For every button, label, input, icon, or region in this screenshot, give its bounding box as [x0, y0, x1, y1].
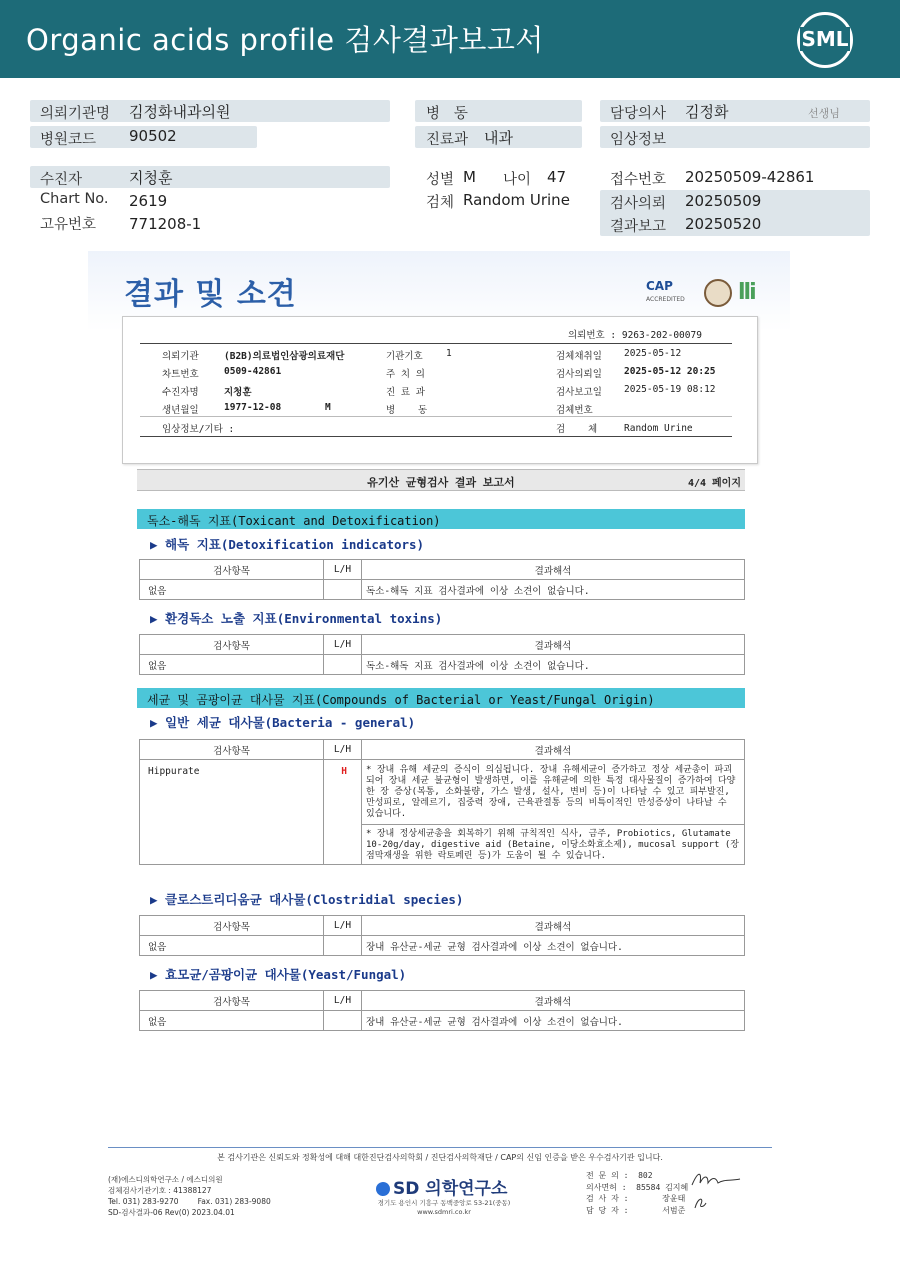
lab-contact — [108, 1174, 271, 1218]
tester-line: 검 사 자 : 장윤태 — [586, 1194, 686, 1203]
spec-value: Random Urine — [624, 423, 693, 434]
col-item: 검사항목 — [140, 916, 324, 936]
website: www.sdmri.co.kr — [417, 1208, 471, 1216]
report-label: 결과보고 — [610, 219, 667, 235]
section-toxicant-label: 독소-해독 지표(Toxicant and Detoxification) — [147, 514, 441, 528]
name-label: 수진자명 — [162, 387, 199, 398]
section-toxicant — [137, 509, 745, 529]
age-label: 나이 — [503, 172, 532, 188]
doc-revision: SD-검사결과-06 Rev(0) 2023.04.01 — [108, 1208, 235, 1217]
specialist-line: 전 문 의 : 802 — [586, 1171, 653, 1180]
sd-brand-logo — [376, 1174, 507, 1199]
ward-label: 병 동 — [426, 106, 468, 122]
interp-cell — [362, 760, 745, 865]
interp-paragraph-1: * 장내 유해 세균의 증식이 의심됩니다. 장내 유해세균이 증가하고 정상 세균총이 파괴되어 장내 세균 불균형이 발생하면, 이를 유해균에 의한 특정 대사물질이 증가하여 다양한 장 증상(복통, 소화불량, 가스 발생, 설사, 변비 등)이 나타날 수 있고 피부발진, 만성피로, 알레르기, 집중력 장애, 근육관절통 등의 비특이적인 만성증상이 나타날 수 있습니다. — [366, 765, 736, 819]
patient-label: 수진자 — [40, 172, 83, 188]
high-flag: H — [324, 760, 362, 865]
license-line: 의사면허 : 85584 김지혜 — [586, 1182, 689, 1192]
specimen-value: Random Urine — [463, 191, 570, 209]
hospital-code-label: 병원코드 — [40, 132, 97, 148]
sex-value-inner: M — [325, 402, 331, 413]
col-lh: L/H — [324, 635, 362, 655]
signature-small-icon — [692, 1195, 708, 1211]
page-indicator: 4/4 페이지 — [687, 478, 741, 489]
inst-label: 의뢰기관 — [162, 351, 199, 362]
sd-brand-name: SD 의학연구소 — [393, 1179, 508, 1199]
signature-icon — [690, 1169, 742, 1189]
section-bacterial — [137, 688, 745, 708]
code-label: 기관기호 — [386, 351, 423, 362]
subsection-detox: ▶ 해독 지표(Detoxification indicators) — [150, 537, 425, 552]
lh-cell — [324, 580, 362, 600]
lh-cell — [324, 655, 362, 675]
table-row — [140, 580, 745, 600]
dept-value: 내과 — [484, 129, 513, 147]
receipt-label: 접수번호 — [610, 172, 667, 188]
sex-value: M — [463, 168, 476, 186]
inst-value: (B2B)의료법인삼광의료재단 — [224, 351, 345, 362]
sex-label: 성별 — [426, 172, 455, 188]
doctor-label: 담당의사 — [610, 106, 667, 122]
uid-value: 771208-1 — [129, 215, 202, 233]
request-value: 20250509 — [685, 192, 762, 210]
interp-paragraph-2: * 장내 정상세균총을 회복하기 위해 규칙적인 식사, 금주, Probiotics, Glutamate 10-20g/day, digestive aid (Betaine, 이당소화효소제), mucosal support (장점막재생을 위한 락토페린 등)가 도움이 될 수 있습니다. — [366, 829, 739, 861]
subsection-bacteria: ▶ 일반 세균 대사물(Bacteria - general) — [150, 715, 416, 730]
patient-row-bg — [30, 166, 390, 188]
clostridial-table — [139, 915, 745, 956]
section-bacterial-label: 세균 및 곰팡이균 대사물 지표(Compounds of Bacterial or Yeast/Fungal Origin) — [147, 693, 655, 707]
col-item: 검사항목 — [140, 635, 324, 655]
col-interp: 결과해석 — [362, 740, 745, 760]
cap-logo-subtext: ACCREDITED — [646, 296, 685, 303]
footer-rule — [108, 1147, 772, 1148]
sd-address — [376, 1199, 512, 1217]
env-table — [139, 634, 745, 675]
lab-name: (재)에스디의학연구소 / 에스디의원 — [108, 1175, 223, 1184]
req-date-label: 검사의뢰일 — [556, 369, 602, 380]
item-cell: 없음 — [140, 655, 324, 675]
col-item: 검사항목 — [140, 991, 324, 1011]
report-title-bar — [137, 469, 745, 491]
table-row — [140, 936, 745, 956]
clinical-info-label: 임상정보 — [610, 132, 667, 148]
specimen-no-label: 검체번호 — [556, 405, 593, 416]
lh-cell — [324, 1011, 362, 1031]
subsection-clostridial: ▶ 클로스트리디움균 대사물(Clostridial species) — [150, 892, 464, 907]
item-cell: 없음 — [140, 580, 324, 600]
col-interp: 결과해석 — [362, 916, 745, 936]
request-number: 의뢰번호 : 9263-202-00079 — [568, 330, 702, 341]
table-row — [140, 760, 745, 865]
lab-code: 검체검사기관기호 : 41388127 — [108, 1186, 212, 1195]
specimen-label: 검체 — [426, 195, 455, 211]
chart-value: 2619 — [129, 192, 168, 210]
manager-line: 담 당 자 : 서범준 — [586, 1205, 686, 1215]
lli-logo: lli — [738, 280, 755, 305]
clin-label: 임상정보/기타 : — [162, 424, 235, 435]
age-value: 47 — [547, 168, 567, 186]
item-cell: 없음 — [140, 936, 324, 956]
col-item: 검사항목 — [140, 560, 324, 580]
rep-date-value: 2025-05-19 08:12 — [624, 384, 716, 395]
report-value: 20250520 — [685, 215, 762, 233]
address-line: 경기도 용인시 기흥구 동백중앙로 53-21(중동) — [377, 1199, 511, 1207]
signatories — [586, 1170, 688, 1216]
table-row — [140, 1011, 745, 1031]
sd-logo-icon — [376, 1182, 390, 1196]
col-lh: L/H — [324, 560, 362, 580]
item-cell: Hippurate — [140, 760, 324, 865]
interp-cell: 장내 유산균-세균 균형 검사결과에 이상 소견이 없습니다. — [362, 936, 745, 956]
dob-label: 생년월일 — [162, 405, 199, 416]
patient-value: 지청훈 — [129, 169, 173, 187]
doctor-value: 김정화 — [685, 103, 729, 121]
chart-no-label: 차트번호 — [162, 369, 199, 380]
department-label: 진 료 과 — [386, 387, 425, 398]
institution-value: 김정화내과의원 — [129, 103, 231, 121]
subsection-yeast: ▶ 효모균/곰팡이균 대사물(Yeast/Fungal) — [150, 967, 407, 982]
doctor-suffix: 선생님 — [808, 107, 840, 120]
report-title: 유기산 균형검사 결과 보고서 — [367, 476, 515, 489]
subsection-env: ▶ 환경독소 노출 지표(Environmental toxins) — [150, 611, 443, 626]
col-lh: L/H — [324, 991, 362, 1011]
header-bar — [0, 0, 900, 78]
receipt-value: 20250509-42861 — [685, 168, 815, 186]
name-value: 지청훈 — [224, 387, 252, 398]
ward-label-inner: 병 동 — [386, 405, 428, 416]
request-label: 검사의뢰 — [610, 196, 667, 212]
doctor-in-charge-label: 주 치 의 — [386, 369, 425, 380]
spec-label: 검 체 — [556, 424, 598, 435]
col-lh: L/H — [324, 916, 362, 936]
rep-date-label: 검사보고일 — [556, 387, 602, 398]
chart-label: Chart No. — [40, 191, 109, 207]
yeast-table — [139, 990, 745, 1031]
interp-cell: 독소-해독 지표 검사결과에 이상 소견이 없습니다. — [362, 580, 745, 600]
req-date-value: 2025-05-12 20:25 — [624, 366, 716, 377]
item-cell: 없음 — [140, 1011, 324, 1031]
page-title: Organic acids profile 검사결과보고서 — [26, 23, 544, 57]
detox-table — [139, 559, 745, 600]
accreditation-note: 본 검사기관은 신뢰도와 정확성에 대해 대한진단검사의학회 / 진단검사의학재단 / CAP의 신임 인증을 받은 우수검사기관 입니다. — [217, 1153, 663, 1162]
code-value: 1 — [446, 348, 452, 359]
lh-cell — [324, 936, 362, 956]
info-top-rule — [140, 343, 732, 344]
bacteria-table — [139, 739, 745, 865]
col-item: 검사항목 — [140, 740, 324, 760]
dob-value: 1977-12-08 — [224, 402, 282, 413]
interp-cell: 독소-해독 지표 검사결과에 이상 소견이 없습니다. — [362, 655, 745, 675]
col-interp: 결과해석 — [362, 635, 745, 655]
seal-icon — [704, 279, 732, 307]
cap-accredited-logo — [646, 281, 685, 305]
col-interp: 결과해석 — [362, 560, 745, 580]
interp-divider — [362, 824, 744, 825]
institution-label: 의뢰기관명 — [40, 106, 111, 122]
uid-label: 고유번호 — [40, 217, 97, 233]
chart-no-value: 0509-42861 — [224, 366, 282, 377]
hospital-code-value: 90502 — [129, 127, 177, 145]
collect-label: 검체채취일 — [556, 351, 602, 362]
lab-phone: Tel. 031) 283-9270 Fax. 031) 283-9080 — [108, 1197, 271, 1206]
sml-logo: SML — [801, 27, 849, 51]
info-mid-rule — [140, 416, 732, 417]
interp-cell: 장내 유산균-세균 균형 검사결과에 이상 소견이 없습니다. — [362, 1011, 745, 1031]
report-heading: 결과 및 소견 — [124, 277, 297, 312]
col-interp: 결과해석 — [362, 991, 745, 1011]
cap-logo-text: CAP — [646, 279, 673, 293]
info-bottom-rule — [140, 436, 732, 437]
dept-label: 진료과 — [426, 132, 469, 148]
table-row — [140, 655, 745, 675]
col-lh: L/H — [324, 740, 362, 760]
collect-value: 2025-05-12 — [624, 348, 682, 359]
